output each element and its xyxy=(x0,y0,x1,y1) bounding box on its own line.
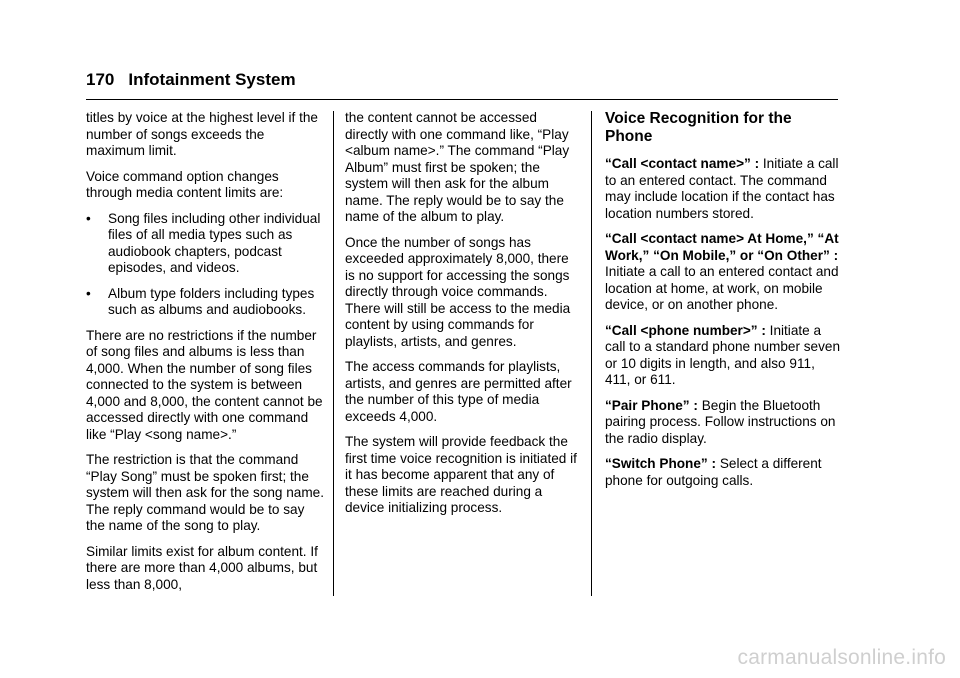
command-term: “Call <phone number>” : xyxy=(605,322,766,338)
column-2 xyxy=(345,110,581,526)
command-entry xyxy=(605,323,841,389)
command-term: “Switch Phone” : xyxy=(605,456,717,471)
command-description: Initiate a call to an entered contact and location at home, at work, on mobile device, or on another phone. xyxy=(605,264,839,312)
command-description: Select a different phone for outgoing calls. xyxy=(605,456,822,488)
command-term: “Call <contact name>” : xyxy=(605,156,760,171)
paragraph: Once the number of songs has exceeded approximately 8,000, there is no support for accessing the songs directly through voice commands. There will still be access to the media content by using commands for playlists, artists, and genres. xyxy=(345,234,571,349)
column-3 xyxy=(605,110,841,498)
column-divider-1 xyxy=(333,111,334,596)
paragraph: The system will provide feedback the first time voice recognition is initiated if it has become apparent that any of these limits are reached during a device initializing process. xyxy=(345,434,577,515)
command-entry xyxy=(605,231,841,314)
command-term: “Pair Phone” : xyxy=(605,397,698,413)
bullet-icon: • xyxy=(86,210,91,226)
command-entry xyxy=(605,398,841,448)
page-header xyxy=(86,70,296,90)
header-rule xyxy=(86,99,838,100)
bullet-icon: • xyxy=(86,285,91,301)
paragraph: Similar limits exist for album content. If there are more than 4,000 albums, but less than 8,000, xyxy=(86,543,318,592)
list-item-text: Album type folders including types such as albums and audiobooks. xyxy=(108,285,315,317)
paragraph: titles by voice at the highest level if the number of songs exceeds the maximum limit. xyxy=(86,110,318,158)
page-number: 170 xyxy=(86,70,115,89)
command-entry xyxy=(605,456,841,489)
paragraph: The access commands for playlists, artists, and genres are permitted after the number of this type of media exceeds 4,000. xyxy=(345,359,572,424)
list-item xyxy=(86,211,326,277)
command-entry xyxy=(605,156,841,222)
list-item xyxy=(86,286,326,319)
command-description: Initiate a call to an entered contact. The command may include location if the contact has location numbers stored. xyxy=(605,156,839,221)
watermark: carmanualsonline.info xyxy=(737,646,946,669)
command-term: “Call <contact name> At Home,” “At Work,” “On Mobile,” or “On Other” : xyxy=(605,231,839,263)
command-description: Initiate a call to a standard phone number seven or 10 digits in length, and also 911, 411, or 611. xyxy=(605,322,841,387)
paragraph: Voice command option changes through media content limits are: xyxy=(86,168,284,200)
section-heading: Voice Recognition for the Phone xyxy=(605,110,792,145)
list-item-text: Song files including other individual files of all media types such as audiobook chapters, podcast episodes, and videos. xyxy=(108,210,321,275)
column-divider-2 xyxy=(591,111,592,596)
command-description: Begin the Bluetooth pairing process. Follow instructions on the radio display. xyxy=(605,397,836,446)
paragraph: the content cannot be accessed directly with one command like, “Play <album name>.” The command “Play Album” must first be spoken; the system will then ask for the album name. The reply would be to say the name of the album to play. xyxy=(345,110,570,224)
column-1 xyxy=(86,110,326,602)
paragraph: There are no restrictions if the number of song files and albums is less than 4,000. When the number of song files connected to the system is between 4,000 and 8,000, the content cannot be accessed directly with one command like “Play <song name>.” xyxy=(86,327,323,442)
section-title: Infotainment System xyxy=(128,70,296,89)
paragraph: The restriction is that the command “Play Song” must be spoken first; the system will then ask for the song name. The reply command would be to say the name of the song to play. xyxy=(86,452,324,533)
